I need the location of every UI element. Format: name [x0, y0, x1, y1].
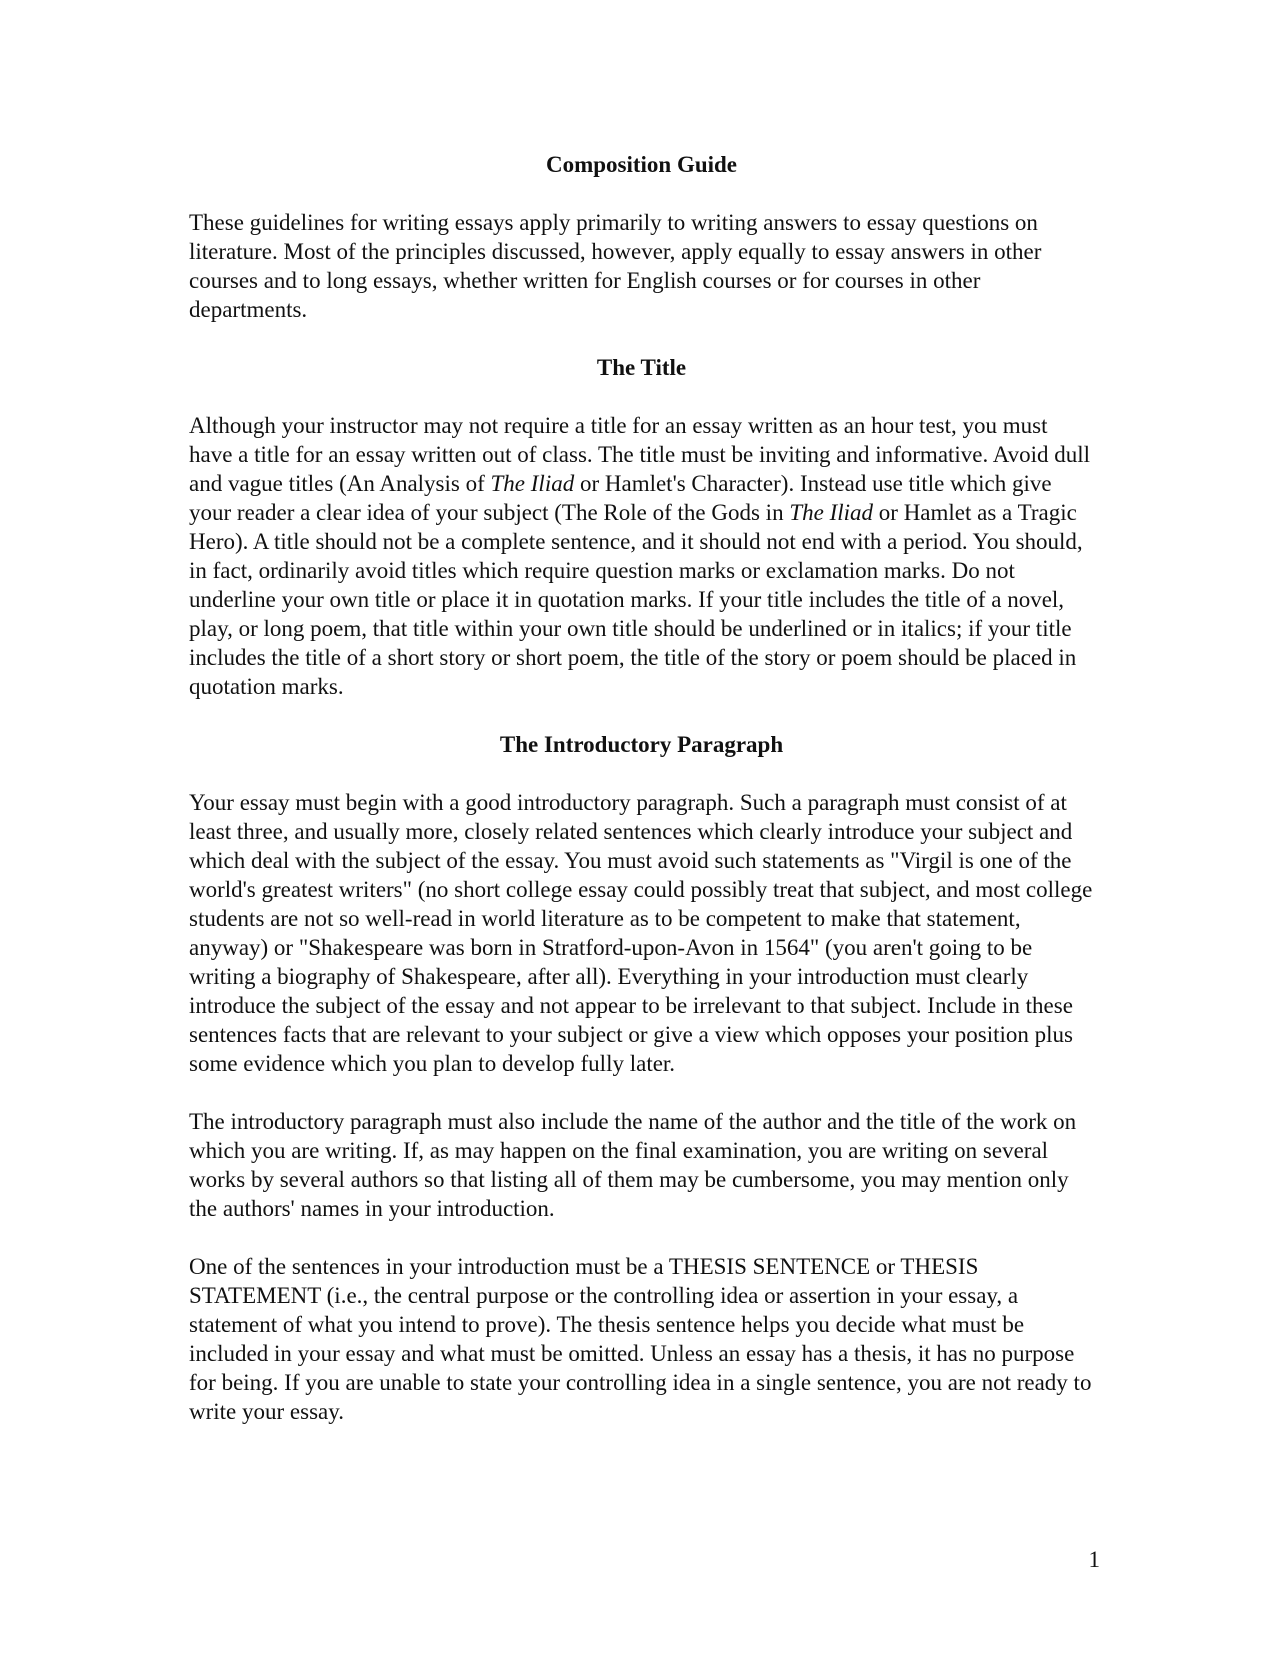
section-heading-title: The Title: [596, 355, 687, 380]
title-paragraph-text: or Hamlet as a Tragic Hero). A title should not be a complete sentence, and it should not end with a period. You should, in fact, ordinarily avoid titles which require question marks or exclamation marks. Do not underline your own title or place it in quotation marks. If your title includes the title of a novel, play, or long poem, that title within your own title should be underlined or in italics; if your title includes the title of a short story or short poem, the title of the story or poem should be placed in quotation marks.: [189, 500, 1083, 699]
italic-work-title: The Iliad: [490, 471, 575, 496]
document-body: [189, 150, 1094, 1455]
section-heading-introductory-paragraph: The Introductory Paragraph: [499, 732, 784, 757]
title-section-paragraph: [189, 411, 1094, 701]
page-number: 1: [1088, 1547, 1100, 1572]
intro-section-paragraph: One of the sentences in your introduction must be a THESIS SENTENCE or THESIS STATEMENT (i.e., the central purpose or the controlling idea or assertion in your essay, a statement of what you intend to prove). The thesis sentence helps you decide what must be included in your essay and what must be omitted. Unless an essay has a thesis, it has no purpose for being. If you are unable to state your controlling idea in a single sentence, you are not ready to write your essay.: [189, 1254, 1092, 1424]
title-paragraph-text: Although your instructor may not require a title for an essay written as an hour test, you must have a title for an essay written out of class. The title must be inviting and informative. Avoid dull and vague titles (An Analysis of: [189, 413, 1091, 496]
intro-section-paragraph: The introductory paragraph must also include the name of the author and the title of the work on which you are writing. If, as may happen on the final examination, you are writing on several works by several authors so that listing all of them may be cumbersome, you may mention only the authors' names in your introduction.: [189, 1109, 1077, 1221]
intro-paragraph: These guidelines for writing essays apply primarily to writing answers to essay questions on literature. Most of the principles discussed, however, apply equally to essay answers in other courses and to long essays, whether written for English courses or for courses in other departments.: [189, 210, 1042, 322]
intro-section-paragraph: Your essay must begin with a good introductory paragraph. Such a paragraph must consist of at least three, and usually more, closely related sentences which clearly introduce your subject and which deal with the subject of the essay. You must avoid such statements as "Virgil is one of the world's greatest writers" (no short college essay could possibly treat that subject, and most college students are not so well-read in world literature as to be competent to make that statement, anyway) or "Shakespeare was born in Stratford-upon-Avon in 1564" (you aren't going to be writing a biography of Shakespeare, after all). Everything in your introduction must clearly introduce the subject of the essay and not appear to be irrelevant to that subject. Include in these sentences facts that are relevant to your subject or give a view which opposes your position plus some evidence which you plan to develop fully later.: [189, 790, 1093, 1076]
title-paragraph-text: or Hamlet's Character). Instead use title which give your reader a clear idea of your subject (The Role of the Gods in: [189, 471, 1052, 525]
document-title: Composition Guide: [545, 152, 738, 177]
italic-work-title: The Iliad: [789, 500, 874, 525]
